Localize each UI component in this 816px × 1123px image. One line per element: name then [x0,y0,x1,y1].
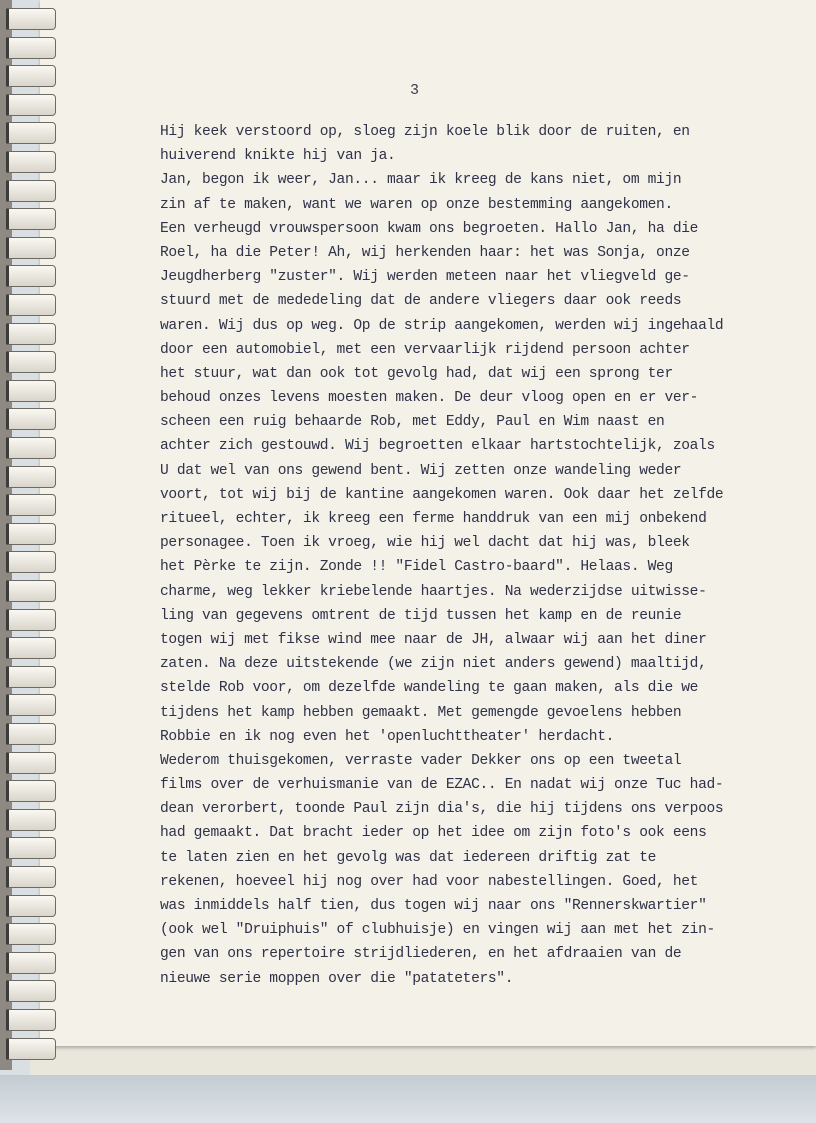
text-line: Wederom thuisgekomen, verraste vader Dekker ons op een tweetal [160,752,682,769]
text-line: nieuwe serie moppen over die "patateters". [160,970,514,987]
text-line: Jeugdherberg "zuster". Wij werden meteen naar het vliegveld ge- [160,269,690,286]
binding-ring [6,551,56,573]
text-line: stuurd met de mededeling dat de andere vliegers daar ook reeds [160,293,682,310]
text-line: stelde Rob voor, om dezelfde wandeling te gaan maken, als die we [160,680,699,697]
binding-ring [6,323,56,345]
text-line: door een automobiel, met een vervaarlijk rijdend persoon achter [160,341,690,358]
text-line: behoud onzes levens moesten maken. De deur vloog open en er ver- [160,390,699,407]
text-line: Een verheugd vrouwspersoon kwam ons begroeten. Hallo Jan, ha die [160,220,699,237]
text-line: togen wij met fikse wind mee naar de JH, alwaar wij aan het diner [160,631,707,648]
binding-ring [6,837,56,859]
binding-ring [6,494,56,516]
binding-ring [6,1009,56,1031]
text-line: scheen een ruig behaarde Rob, met Eddy, Paul en Wim naast en [160,414,665,431]
page-number: 3 [410,82,420,99]
binding-ring [6,37,56,59]
text-line: personagee. Toen ik vroeg, wie hij wel dacht dat hij was, bleek [160,535,690,552]
text-line: Roel, ha die Peter! Ah, wij herkenden haar: het was Sonja, onze [160,244,690,261]
scanner-bed [0,1075,816,1123]
text-line: zin af te maken, want we waren op onze bestemming aangekomen. [160,196,673,213]
text-line: achter zich gestouwd. Wij begroetten elkaar hartstochtelijk, zoals [160,438,715,455]
text-line: ritueel, echter, ik kreeg een ferme handdruk van een mij onbekend [160,511,707,527]
binding-ring [6,780,56,802]
text-line: U dat wel van ons gewend bent. Wij zetten onze wandeling weder [160,462,682,479]
binding-ring [6,980,56,1002]
binding-ring [6,265,56,287]
typewritten-text [160,120,800,991]
binding-ring [6,952,56,974]
text-line: huiverend knikte hij van ja. [160,148,396,165]
text-line: zaten. Na deze uitstekende (we zijn niet anders gewend) maaltijd, [160,656,707,673]
binding-ring [6,923,56,945]
text-line: rekenen, hoeveel hij nog over had voor nabestellingen. Goed, het [160,873,699,890]
text-line: was inmiddels half tien, dus togen wij naar ons "Rennerskwartier" [160,898,707,914]
binding-ring [6,809,56,831]
binding-ring [6,380,56,402]
text-line: tijdens het kamp hebben gemaakt. Met gemengde gevoelens hebben [160,704,682,721]
spiral-binding [0,0,62,1070]
text-line: gen van ons repertoire strijdliederen, en het afdraaien van de [160,946,682,963]
binding-ring [6,895,56,917]
binding-ring [6,637,56,659]
binding-ring [6,609,56,631]
binding-ring [6,8,56,30]
binding-ring [6,151,56,173]
binding-ring [6,866,56,888]
text-line: het Pèrke te zijn. Zonde !! "Fidel Castro-baard". Helaas. Weg [160,559,673,576]
binding-ring [6,94,56,116]
binding-ring [6,723,56,745]
binding-ring [6,208,56,230]
binding-ring [6,437,56,459]
binding-ring [6,65,56,87]
text-line: waren. Wij dus op weg. Op de strip aangekomen, werden wij ingehaald [160,317,724,334]
binding-ring [6,1038,56,1060]
text-line: te laten zien en het gevolg was dat iedereen driftig zat te [160,849,657,866]
text-line: films over de verhuismanie van de EZAC.. En nadat wij onze Tuc had- [160,777,724,794]
text-line: Jan, begon ik weer, Jan... maar ik kreeg de kans niet, om mijn [160,172,682,189]
binding-ring [6,294,56,316]
binding-ring [6,752,56,774]
binding-ring [6,466,56,488]
text-line: ling van gegevens omtrent de tijd tussen het kamp en de reunie [160,607,682,624]
text-line: (ook wel "Druiphuis" of clubhuisje) en vingen wij aan met het zin- [160,922,715,939]
text-line: charme, weg lekker kriebelende haartjes. Na wederzijdse uitwisse- [160,583,707,600]
binding-ring [6,694,56,716]
text-line: dean verorbert, toonde Paul zijn dia's, die hij tijdens ons verpoos [160,801,724,818]
text-line: het stuur, wat dan ook tot gevolg had, dat wij een sprong ter [160,365,673,382]
binding-ring [6,237,56,259]
binding-ring [6,580,56,602]
binding-ring [6,180,56,202]
binding-ring [6,523,56,545]
binding-ring [6,122,56,144]
text-line: voort, tot wij bij de kantine aangekomen waren. Ook daar het zelfde [160,486,724,503]
text-line: Robbie en ik nog even het 'openluchttheater' herdacht. [160,728,615,745]
text-line: had gemaakt. Dat bracht ieder op het idee om zijn foto's ook eens [160,825,707,842]
text-line: Hij keek verstoord op, sloeg zijn koele blik door de ruiten, en [160,124,690,140]
binding-ring [6,351,56,373]
binding-ring [6,666,56,688]
binding-ring [6,408,56,430]
